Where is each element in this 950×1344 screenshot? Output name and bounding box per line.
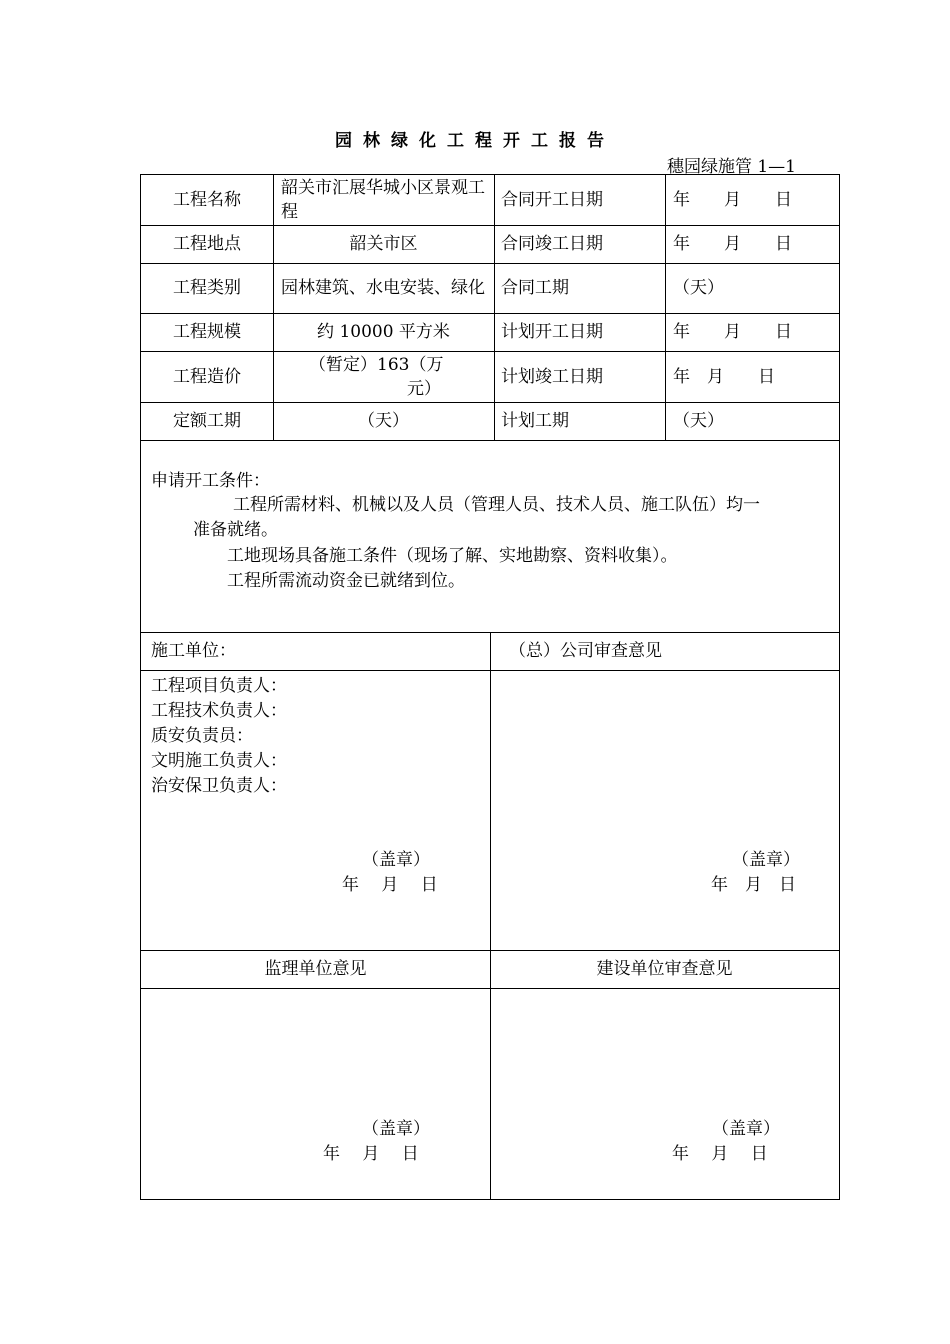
col-divider (490, 632, 491, 1200)
label-contract-end: 合同竣工日期 (501, 234, 603, 254)
staff-civil-construction-manager: 文明施工负责人： (151, 751, 287, 771)
form-code: 穗园绿施管 1—1 (666, 157, 796, 177)
label-project-type: 工程类别 (173, 278, 241, 298)
value-project-name: 韶关市汇展华城小区景观工程 (281, 178, 485, 222)
value-project-type: 园林建筑、水电安装、绿化 (281, 278, 485, 298)
condition-item-1-line1: 工程所需材料、机械以及人员（管理人员、技术人员、施工队伍）均一 (233, 495, 760, 515)
value-contract-period: （天） (673, 278, 724, 298)
value-project-scale: 约 10000 平方米 (317, 322, 450, 342)
label-project-location: 工程地点 (173, 234, 241, 254)
staff-security-manager: 治安保卫负责人： (151, 776, 287, 796)
owner-review-heading: 建设单位审查意见 (596, 959, 733, 979)
label-project-scale: 工程规模 (173, 322, 241, 342)
owner-review-date: 年 月 日 (672, 1144, 768, 1164)
value-quota-period: （天） (358, 411, 409, 431)
condition-item-1-line2: 准备就绪。 (193, 520, 278, 540)
supervision-date: 年 月 日 (323, 1144, 419, 1164)
company-review-heading: （总）公司审查意见 (509, 641, 662, 661)
value-contract-end: 年 月 日 (673, 234, 792, 254)
label-quota-period: 定额工期 (173, 411, 241, 431)
label-contract-period: 合同工期 (501, 278, 569, 298)
value-planned-start: 年 月 日 (673, 322, 792, 342)
staff-technical-manager: 工程技术负责人： (151, 701, 287, 721)
company-review-date: 年 月 日 (711, 875, 796, 895)
value-planned-period: （天） (673, 411, 724, 431)
label-planned-start: 计划开工日期 (501, 322, 603, 342)
contractor-heading: 施工单位： (151, 641, 236, 661)
label-contract-start: 合同开工日期 (501, 190, 603, 210)
report-title: 园林绿化工程开工报告 (335, 131, 615, 151)
col-divider (273, 175, 274, 440)
condition-item-3: 工程所需流动资金已就绪到位。 (227, 571, 465, 591)
value-planned-end: 年 月 日 (673, 366, 775, 387)
owner-review-seal: （盖章） (712, 1119, 780, 1139)
value-contract-start: 年 月 日 (673, 190, 792, 210)
company-review-seal: （盖章） (732, 850, 800, 870)
col-divider (665, 175, 666, 440)
contractor-seal: （盖章） (362, 850, 430, 870)
label-planned-period: 计划工期 (501, 411, 569, 431)
label-project-name: 工程名称 (173, 190, 241, 210)
label-planned-end: 计划竣工日期 (501, 366, 603, 387)
supervision-heading: 监理单位意见 (264, 959, 367, 979)
supervision-seal: （盖章） (362, 1119, 430, 1139)
contractor-date: 年 月 日 (342, 875, 438, 895)
value-project-cost-line2: 元） (407, 379, 441, 399)
condition-item-2: 工地现场具备施工条件（现场了解、实地勘察、资料收集）。 (227, 546, 678, 566)
staff-safety-officer: 质安负责员： (151, 726, 253, 746)
row-divider (141, 440, 839, 441)
col-divider (494, 175, 495, 440)
value-project-location: 韶关市区 (349, 234, 418, 254)
staff-project-manager: 工程项目负责人： (151, 676, 287, 696)
label-project-cost: 工程造价 (173, 366, 241, 387)
conditions-heading: 申请开工条件： (151, 471, 270, 491)
value-project-cost-line1: （暂定）163（万 (309, 355, 444, 375)
report-form (140, 174, 840, 1200)
